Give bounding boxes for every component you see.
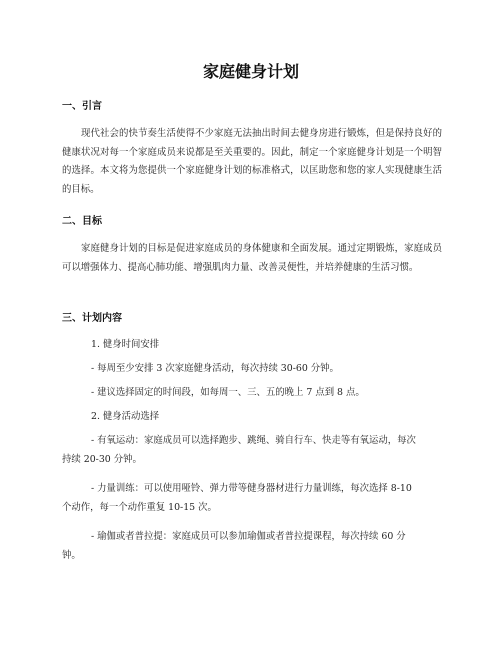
section-heading-plan: 三、计划内容	[62, 313, 122, 324]
document-title: 家庭健身计划	[202, 62, 299, 81]
section-heading-intro: 一、引言	[62, 101, 102, 112]
plan-subitem-aerobic: - 有氧运动：家庭成员可以选择跑步、跳绳、骑自行车、快走等有氧运动，每次持续 20-30 分钟。	[62, 435, 416, 465]
plan-subitem-fixed-time: - 建议选择固定的时间段，如每周一、三、五的晚上 7 点到 8 点。	[91, 387, 365, 398]
plan-item-activity-selection: 2. 健身活动选择	[91, 411, 160, 422]
intro-paragraph: 现代社会的快节奏生活使得不少家庭无法抽出时间去健身房进行锻炼，但是保持良好的健康状况对每一个家庭成员来说都是至关重要的。因此，制定一个家庭健身计划是一个明智的选择。本文将为您提供一个家庭健身计划的标准格式，以匡助您和您的家人实现健康生活的目标。	[62, 128, 442, 195]
plan-subitem-strength: - 力量训练：可以使用哑铃、弹力带等健身器材进行力量训练，每次选择 8-10 个动作，每一个动作重复 10-15 次。	[62, 483, 412, 513]
goal-paragraph: 家庭健身计划的目标是促进家庭成员的身体健康和全面发展。通过定期锻炼，家庭成员可以增强体力、提高心肺功能、增强肌肉力量、改善灵便性，并培养健康的生活习惯。	[62, 243, 442, 273]
plan-subitem-weekly-frequency: - 每周至少安排 3 次家庭健身活动，每次持续 30-60 分钟。	[91, 363, 339, 374]
section-heading-goal: 二、目标	[62, 216, 102, 227]
plan-item-time-schedule: 1. 健身时间安排	[91, 339, 160, 350]
plan-subitem-yoga: - 瑜伽或者普拉提：家庭成员可以参加瑜伽或者普拉提课程，每次持续 60 分钟。	[62, 531, 406, 561]
